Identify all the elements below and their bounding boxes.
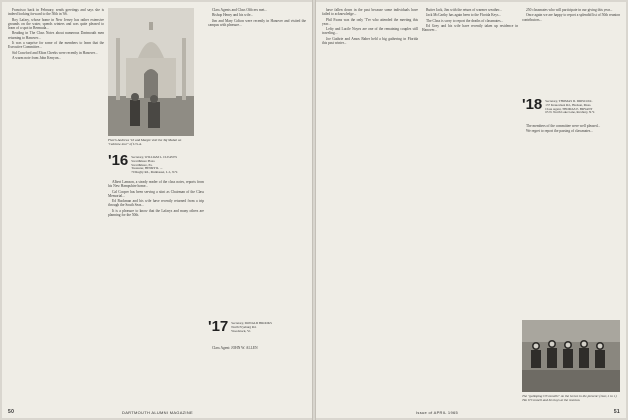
class-year: '17 — [208, 318, 229, 335]
class-18-heading — [522, 98, 620, 115]
paragraph: Jack McCarthy has again been to the Florida Keys... — [426, 13, 502, 18]
class-agent-name: Class Agent, THOMAS E. BRYANT — [545, 106, 593, 111]
right-page-column-2 — [422, 8, 518, 408]
address-line: North Fryeburg Rd. — [231, 324, 257, 329]
paragraph: have fallen down in the past because some individuals have failed to acknowledge... — [322, 8, 418, 17]
paragraph: Joe Guthrie and Amos Baber held a big gathering in Florida this past winter... — [322, 36, 418, 46]
paragraph: The members of the committee were well pleased... — [526, 124, 601, 128]
paragraph: Francisco back in February, sends greetings and says she is indeed looking forward to the 50th in '66. — [8, 8, 104, 17]
left-page-column-3 — [208, 8, 306, 258]
running-footer: Issue of APRIL 1965 — [416, 410, 459, 415]
class-officers — [545, 98, 595, 115]
paragraph: It is a pleasure to know that the Lafarys and many others are planning for the 50th. — [108, 208, 204, 218]
paragraph: Sid Crawford and Elton Cheeks were recently in Hanover... — [12, 50, 98, 55]
paragraph: Phil Evans was the only 'T'er who attended the meeting this year... — [322, 17, 418, 26]
left-page — [2, 2, 312, 418]
address-line: Swarthmore Plaza — [131, 158, 155, 163]
class-16-heading — [108, 154, 198, 175]
right-page-column-3 — [522, 8, 620, 96]
class-17-heading — [208, 320, 306, 334]
paragraph: The Class is sorry to report the deaths of classmates... — [426, 18, 504, 23]
treasurer-name: Treasurer, HENRY R. ... — [131, 166, 163, 171]
paragraph: 250 classmates who will participate in our giving this year... — [526, 8, 613, 12]
right-page-column-1 — [322, 8, 418, 408]
paragraph: Cal Cooper has been serving a stint as Chairman of the Class Memorial... — [108, 189, 204, 198]
paragraph: Once again we are happy to report a splendid list of 50th reunion contributors... — [522, 13, 620, 22]
paragraph: Ed Buckman and his wife have recently returned from a trip through the South Seas... — [108, 199, 204, 208]
class-officers — [131, 154, 178, 175]
paragraph: Class Agents and Class Officers met... — [212, 8, 268, 12]
secretary-name: Secretary, WILLIAM L. CLEAVES — [131, 155, 178, 159]
secretary-name: Secretary, THOMAS D. DRISCOLL — [545, 99, 593, 103]
class-officers — [231, 320, 272, 333]
running-footer: DARTMOUTH ALUMNI MAGAZINE — [122, 410, 193, 415]
address-line: 65 N. North Lake Lane, Roxbury, N.Y. — [545, 110, 595, 115]
paragraph: Albert Lamson, a steady reader of the class notes, reports from his New Hampshire home... — [108, 180, 204, 189]
class-year: '16 — [108, 152, 129, 169]
page-number: 51 — [613, 409, 620, 415]
photo-caption: Fletch Andrews '16 and Margie visit the Taj Mahal on "rainbow tour" of U.S.A. — [108, 138, 182, 146]
group-photo — [522, 320, 620, 392]
taj-mahal-photo — [108, 8, 194, 136]
address-line: Woodstock, Vt. — [231, 328, 252, 333]
paragraph: Butter Jack, Jim with the return of warmer weather... — [426, 8, 502, 12]
paragraph: Bishop Henry and his wife... — [212, 13, 254, 18]
paragraph: A warm note from John Kenyon... — [12, 55, 62, 60]
taj-mahal-illustration — [108, 8, 194, 136]
paragraph: Roy Lafary, whose home in New Jersey has rather extensive grounds on the water, spends winters and was quite pleased to learn of a spot in Bermuda... — [8, 17, 104, 31]
paragraph: It was a surprise for some of the members to learn that the Executive Committee... — [8, 41, 104, 50]
left-page-column-2 — [108, 180, 204, 402]
paragraph: Reading in The Class Notes about numerous Dartmouth men returning to Hanover... — [8, 31, 104, 40]
address-line: 70 Rugby Rd., Manhasset, L.I., N.Y. — [131, 170, 178, 175]
paragraph: We regret to report the passing of classmates... — [526, 129, 593, 134]
paragraph: Ed Grey and his wife have recently taken up residence in Hanover... — [422, 23, 518, 33]
page-number: 50 — [8, 409, 15, 415]
group-photo-illustration — [522, 320, 620, 392]
left-page-column-1 — [8, 8, 104, 368]
left-page-column-3-continued — [208, 346, 306, 402]
photo-caption: The "galloping O'Connells" on the Green in the present: (rear, l. to r.) Tim O'Connell and his boys at the reunion. — [522, 394, 617, 402]
paragraph: Jim and Mary Colton were recently in Hanover and visited the campus with pleasure... — [208, 18, 306, 27]
paragraph: Class Agent: JOHN W. ALLEN — [212, 346, 258, 350]
right-page — [316, 2, 626, 418]
right-page-column-3-continued — [522, 124, 620, 324]
secretary-name: Secretary, DONALD BROOKS — [231, 321, 272, 325]
address-line: Swarthmore, Pa. — [131, 162, 153, 167]
class-year: '18 — [522, 96, 543, 113]
paragraph: Lefty and Lucile Noyes are one of the remaining couples still traveling... — [322, 27, 418, 36]
address-line: 137 Kraucelsen Rd., Hudson, Mass. — [545, 102, 592, 107]
